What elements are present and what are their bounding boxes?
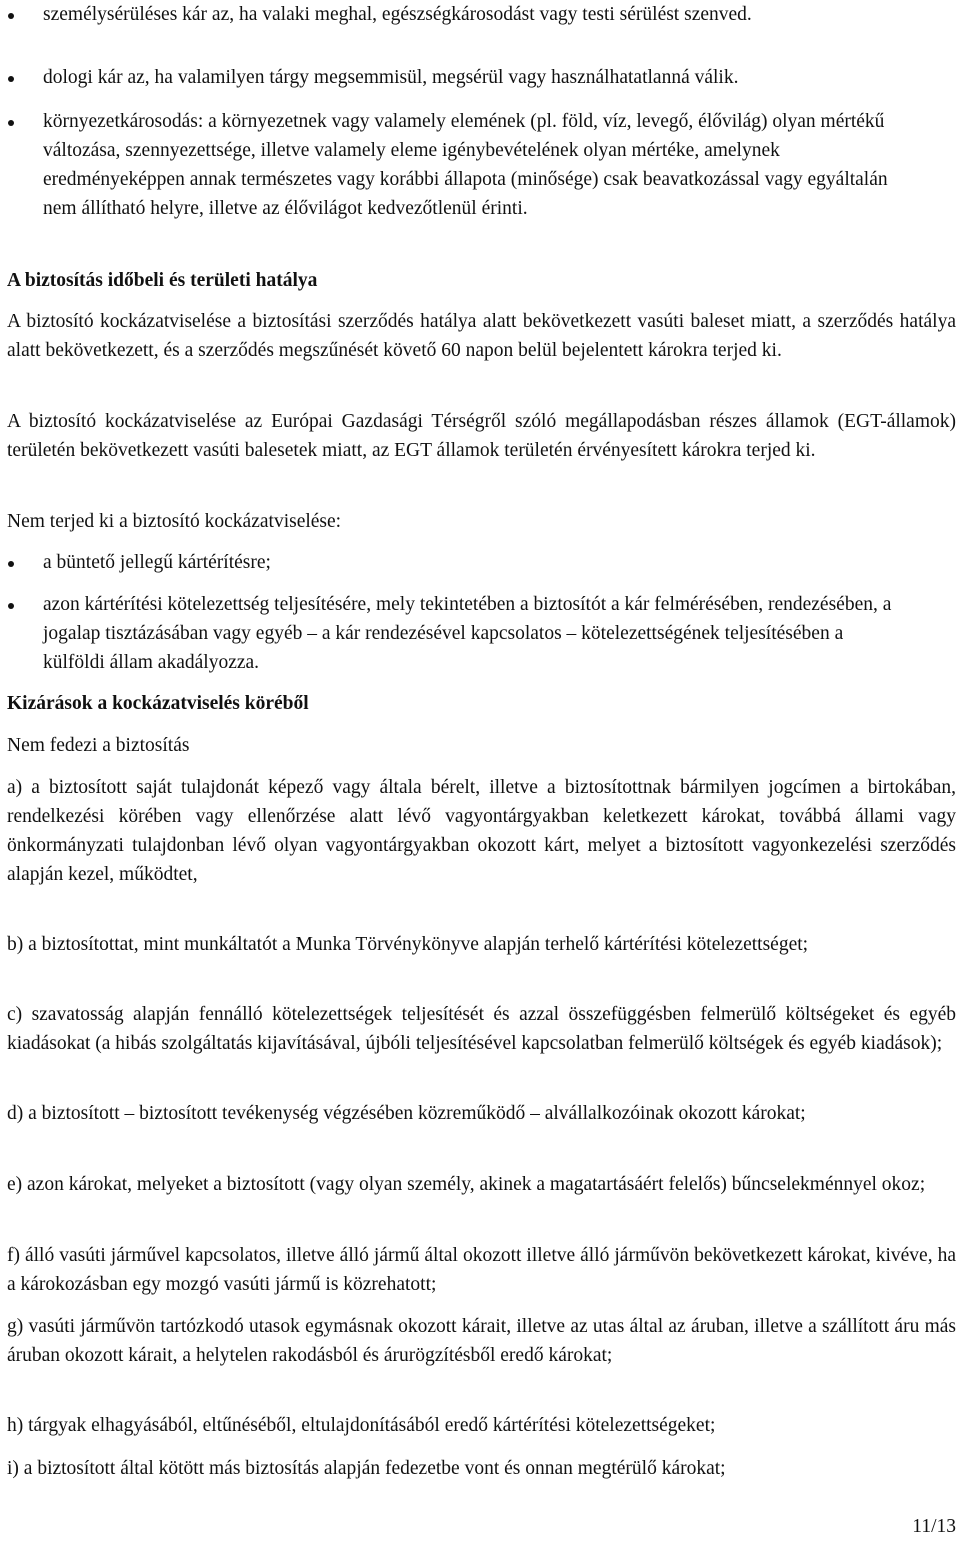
paragraph: Nem terjed ki a biztosító kockázatviselése: xyxy=(7,511,342,532)
list-item xyxy=(7,0,903,29)
list-item xyxy=(7,107,903,223)
list-item-text: a büntető jellegű kártérítésre; xyxy=(43,552,271,573)
list-item xyxy=(7,590,903,677)
list-item: h) tárgyak elhagyásából, eltűnéséből, eltulajdonításából eredő kártérítési kötelezettségeket; xyxy=(7,1415,716,1436)
list-item: e) azon károkat, melyeket a biztosított (vagy olyan személy, akinek a magatartásáért felelős) bűncselekménnyel okoz; xyxy=(7,1174,926,1195)
bullet-icon xyxy=(8,120,14,126)
page-number: 11/13 xyxy=(912,1516,956,1537)
list-item: c) szavatosság alapján fennálló kötelezettségek teljesítését és azzal összefüggésben felmerülő költségeket és egyéb kiadásokat (a hibás szolgáltatás kijavításával, újbóli teljesítésével kapcsolatban felmerülő költségek és egyéb kiadások); xyxy=(7,1004,956,1054)
list-item-text: azon kártérítési kötelezettség teljesítésére, mely tekintetében a biztosítót a kár felmérésében, rendezésében, a jogalap tisztázásában vagy egyéb – a kár rendezésével kapcsolatos – kötelezettségének teljesítésében a külföldi állam akadályozza. xyxy=(43,594,892,673)
section-heading: A biztosítás időbeli és területi hatálya xyxy=(7,270,318,291)
paragraph: Nem fedezi a biztosítás xyxy=(7,735,190,756)
paragraph: A biztosító kockázatviselése az Európai Gazdasági Térségről szóló megállapodásban részes államok (EGT-államok) területén bekövetkezett vasúti balesetek miatt, az EGT államok területén érvényesített károkra terjed ki. xyxy=(7,411,956,461)
list-item-text: dologi kár az, ha valamilyen tárgy megsemmisül, megsérül vagy használhatatlanná válik. xyxy=(43,67,739,88)
list-item: a) a biztosított saját tulajdonát képező vagy általa bérelt, illetve a biztosítottnak bármilyen jogcímen a birtokában, rendelkezési körében vagy ellenőrzése alatt lévő vagyontárgyakban keletkezett károkat, továbbá állami vagy önkormányzati tulajdonban lévő olyan vagyontárgyakban okozott kárt, melyet a biztosított vagyonkezelési szerződés alapján kezel, működtet, xyxy=(7,777,956,885)
section-heading: Kizárások a kockázatviselés köréből xyxy=(7,693,309,714)
list-item xyxy=(7,548,903,577)
bullet-icon xyxy=(8,603,14,609)
bullet-icon xyxy=(8,13,14,19)
list-item xyxy=(7,63,943,92)
list-item: g) vasúti járművön tartózkodó utasok egymásnak okozott kárait, illetve az utas által az áruban, illetve a szállított áru más áruban okozott kárait, a helytelen rakodásból és árurögzítésből eredő károkat; xyxy=(7,1316,956,1366)
list-item: i) a biztosított által kötött más biztosítás alapján fedezetbe vont és onnan megtérülő károkat; xyxy=(7,1458,726,1479)
list-item-text: személysérüléses kár az, ha valaki meghal, egészségkárosodást vagy testi sérülést szenved. xyxy=(43,4,752,25)
paragraph: A biztosító kockázatviselése a biztosítási szerződés hatálya alatt bekövetkezett vasúti baleset miatt, a szerződés hatálya alatt bekövetkezett, és a szerződés megszűnését követő 60 napon belül bejelentett károkra terjed ki. xyxy=(7,311,956,361)
list-item-text: környezetkárosodás: a környezetnek vagy valamely elemének (pl. föld, víz, levegő, élővilág) olyan mértékű változása, szennyezettsége, illetve valamely eleme igénybevételének olyan mértéke, amelynek eredményeképpen annak természetes vagy korábbi állapota (minősége) csak beavatkozással vagy egyáltalán nem állítható helyre, illetve az élővilágot kedvezőtlenül érinti. xyxy=(43,111,888,219)
bullet-icon xyxy=(8,561,14,567)
list-item: f) álló vasúti járművel kapcsolatos, illetve álló jármű által okozott illetve álló járművön bekövetkezett károkat, kivéve, ha a károkozásban egy mozgó vasúti jármű is közrehatott; xyxy=(7,1245,956,1295)
list-item: b) a biztosítottat, mint munkáltatót a Munka Törvénykönyve alapján terhelő kártérítési kötelezettséget; xyxy=(7,934,809,955)
bullet-icon xyxy=(8,76,14,82)
list-item: d) a biztosított – biztosított tevékenység végzésében közreműködő – alvállalkozóinak okozott károkat; xyxy=(7,1103,806,1124)
